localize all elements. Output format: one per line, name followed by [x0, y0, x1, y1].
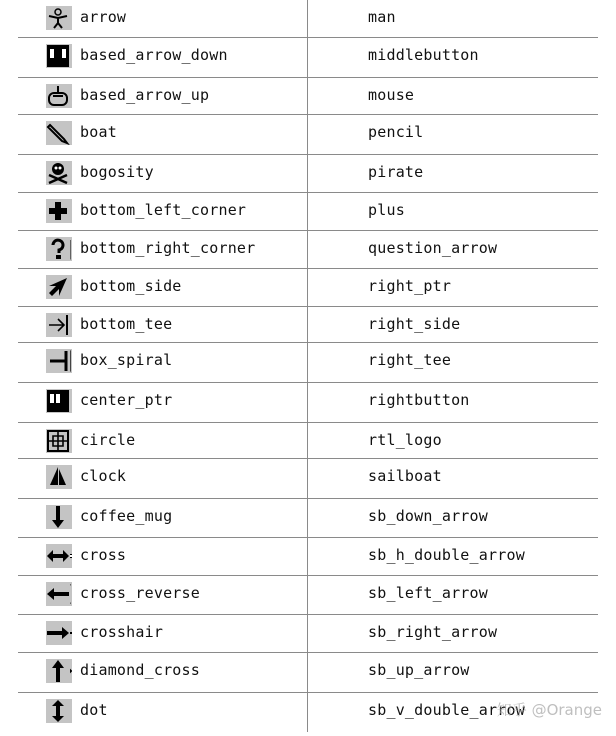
cursor-name: sb_down_arrow: [368, 507, 488, 525]
cursor-name: coffee_mug: [80, 507, 173, 525]
sb-up-arrow-icon: [46, 659, 70, 683]
right-cell: [308, 0, 598, 37]
right-cell: [308, 155, 598, 192]
cursor-name: dot: [80, 701, 108, 719]
right-cell: [308, 576, 598, 614]
sb-v-double-arrow-icon: [46, 699, 70, 723]
table-row: [18, 155, 598, 193]
table-row: [18, 231, 598, 269]
middlebutton-icon: [46, 44, 70, 68]
cursor-name: sb_left_arrow: [368, 584, 488, 602]
cursor-name: cross: [80, 546, 127, 564]
cursor-name: pencil: [368, 123, 424, 141]
right-tee-icon: [46, 349, 70, 373]
right-cell: [308, 343, 598, 382]
cursor-name: box_spiral: [80, 351, 173, 369]
right-cell: [308, 383, 598, 422]
cursor-name: center_ptr: [80, 391, 173, 409]
man-icon: [46, 6, 70, 30]
cursor-name: diamond_cross: [80, 661, 200, 679]
table-row: [18, 615, 598, 653]
right-cell: [308, 269, 598, 306]
cursor-name: sb_right_arrow: [368, 623, 498, 641]
cursor-name: rtl_logo: [368, 431, 442, 449]
rightbutton-icon: [46, 389, 70, 413]
sb-left-arrow-icon: [46, 582, 70, 606]
cursor-name: question_arrow: [368, 239, 498, 257]
table-row: [18, 0, 598, 38]
cursor-name: bogosity: [80, 163, 154, 181]
sailboat-icon: [46, 465, 70, 489]
table-row: [18, 115, 598, 155]
table-row: [18, 269, 598, 307]
cursor-name: based_arrow_down: [80, 46, 228, 64]
table-row: [18, 343, 598, 383]
table-row: [18, 423, 598, 459]
cursor-name: clock: [80, 467, 127, 485]
right-cell: [308, 78, 598, 114]
cursor-name: sailboat: [368, 467, 442, 485]
cursor-name: right_side: [368, 315, 461, 333]
cursor-name: bottom_left_corner: [80, 201, 247, 219]
right-cell: [308, 193, 598, 230]
right-cell: [308, 615, 598, 652]
table-row: [18, 459, 598, 499]
cursor-name: sb_h_double_arrow: [368, 546, 525, 564]
right-cell: [308, 423, 598, 458]
table-row: [18, 576, 598, 615]
mouse-icon: [46, 84, 70, 108]
cursor-name: pirate: [368, 163, 424, 181]
cursor-name: rightbutton: [368, 391, 470, 409]
right-cell: [308, 115, 598, 154]
cursor-table: [18, 0, 598, 732]
cursor-name: bottom_tee: [80, 315, 173, 333]
right-ptr-icon: [46, 275, 70, 299]
table-row: [18, 307, 598, 343]
right-cell: [308, 307, 598, 342]
right-cell: [308, 653, 598, 692]
cursor-name: sb_v_double_arrow: [368, 701, 525, 719]
right-cell: [308, 459, 598, 498]
cursor-name: circle: [80, 431, 136, 449]
cursor-name: man: [368, 8, 396, 26]
cursor-name: bottom_side: [80, 277, 182, 295]
right-side-icon: [46, 313, 70, 337]
cursor-name: right_tee: [368, 351, 452, 369]
pirate-icon: [46, 161, 70, 185]
cursor-name: right_ptr: [368, 277, 452, 295]
table-row: [18, 193, 598, 231]
table-row: [18, 78, 598, 115]
watermark: 知乎 @Orange: [496, 701, 602, 719]
sb-right-arrow-icon: [46, 621, 70, 645]
right-cell: [308, 538, 598, 575]
table-row: [18, 38, 598, 78]
cursor-name: crosshair: [80, 623, 164, 641]
plus-icon: [46, 199, 70, 223]
right-cell: [308, 499, 598, 537]
cursor-name: sb_up_arrow: [368, 661, 470, 679]
sb-down-arrow-icon: [46, 505, 70, 529]
cursor-name: bottom_right_corner: [80, 239, 256, 257]
sb-h-double-arrow-icon: [46, 544, 70, 568]
table-row: [18, 538, 598, 576]
cursor-name: arrow: [80, 8, 127, 26]
table-row: [18, 499, 598, 538]
rtl-logo-icon: [46, 429, 70, 453]
right-cell: [308, 231, 598, 268]
cursor-name: cross_reverse: [80, 584, 200, 602]
cursor-name: middlebutton: [368, 46, 479, 64]
right-cell: [308, 38, 598, 77]
cursor-name: mouse: [368, 86, 415, 104]
cursor-name: based_arrow_up: [80, 86, 210, 104]
cursor-name: boat: [80, 123, 117, 141]
pencil-icon: [46, 121, 70, 145]
question-arrow-icon: [46, 237, 70, 261]
table-row: [18, 383, 598, 423]
cursor-name: plus: [368, 201, 405, 219]
table-row: [18, 653, 598, 693]
